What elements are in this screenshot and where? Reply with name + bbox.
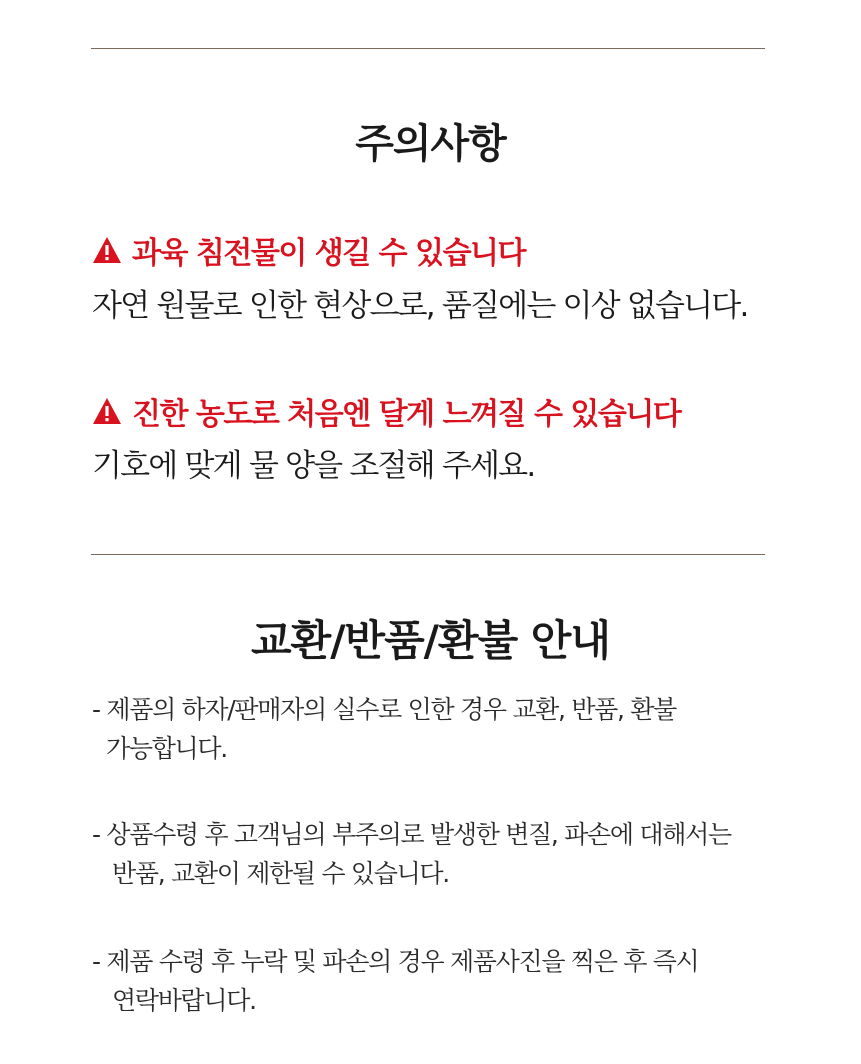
exchange-title: 교환/반품/환불 안내 — [251, 616, 610, 665]
notice-item-3 — [92, 942, 698, 1020]
notice-item-2 — [92, 815, 731, 893]
caution-heading-text: 진한 농도로 처음엔 달게 느껴질 수 있습니다 — [132, 397, 681, 432]
middle-divider — [91, 554, 765, 555]
caution-body-2: 기호에 맞게 물 양을 조절해 주세요. — [92, 448, 535, 484]
caution-title: 주의사항 — [355, 121, 506, 167]
caution-heading-text: 과육 침전물이 생길 수 있습니다 — [132, 236, 526, 271]
notice-line: - 상품수령 후 고객님의 부주의로 발생한 변질, 파손에 대해서는 — [92, 820, 731, 849]
notice-line: 반품, 교환이 제한될 수 있습니다. — [112, 859, 449, 888]
notice-line: - 제품의 하자/판매자의 실수로 인한 경우 교환, 반품, 환불 — [92, 695, 677, 724]
notice-line: 가능합니다. — [106, 734, 227, 763]
notice-item-1 — [92, 690, 676, 768]
notice-line: 연락바랍니다. — [112, 986, 256, 1015]
caution-heading-1 — [92, 228, 525, 272]
warning-icon — [92, 397, 122, 425]
top-divider — [91, 48, 765, 49]
warning-icon — [92, 236, 122, 264]
caution-body-1: 자연 원물로 인한 현상으로, 품질에는 이상 없습니다. — [92, 288, 748, 324]
notice-line: - 제품 수령 후 누락 및 파손의 경우 제품사진을 찍은 후 즉시 — [92, 947, 699, 976]
caution-heading-2 — [92, 389, 680, 433]
